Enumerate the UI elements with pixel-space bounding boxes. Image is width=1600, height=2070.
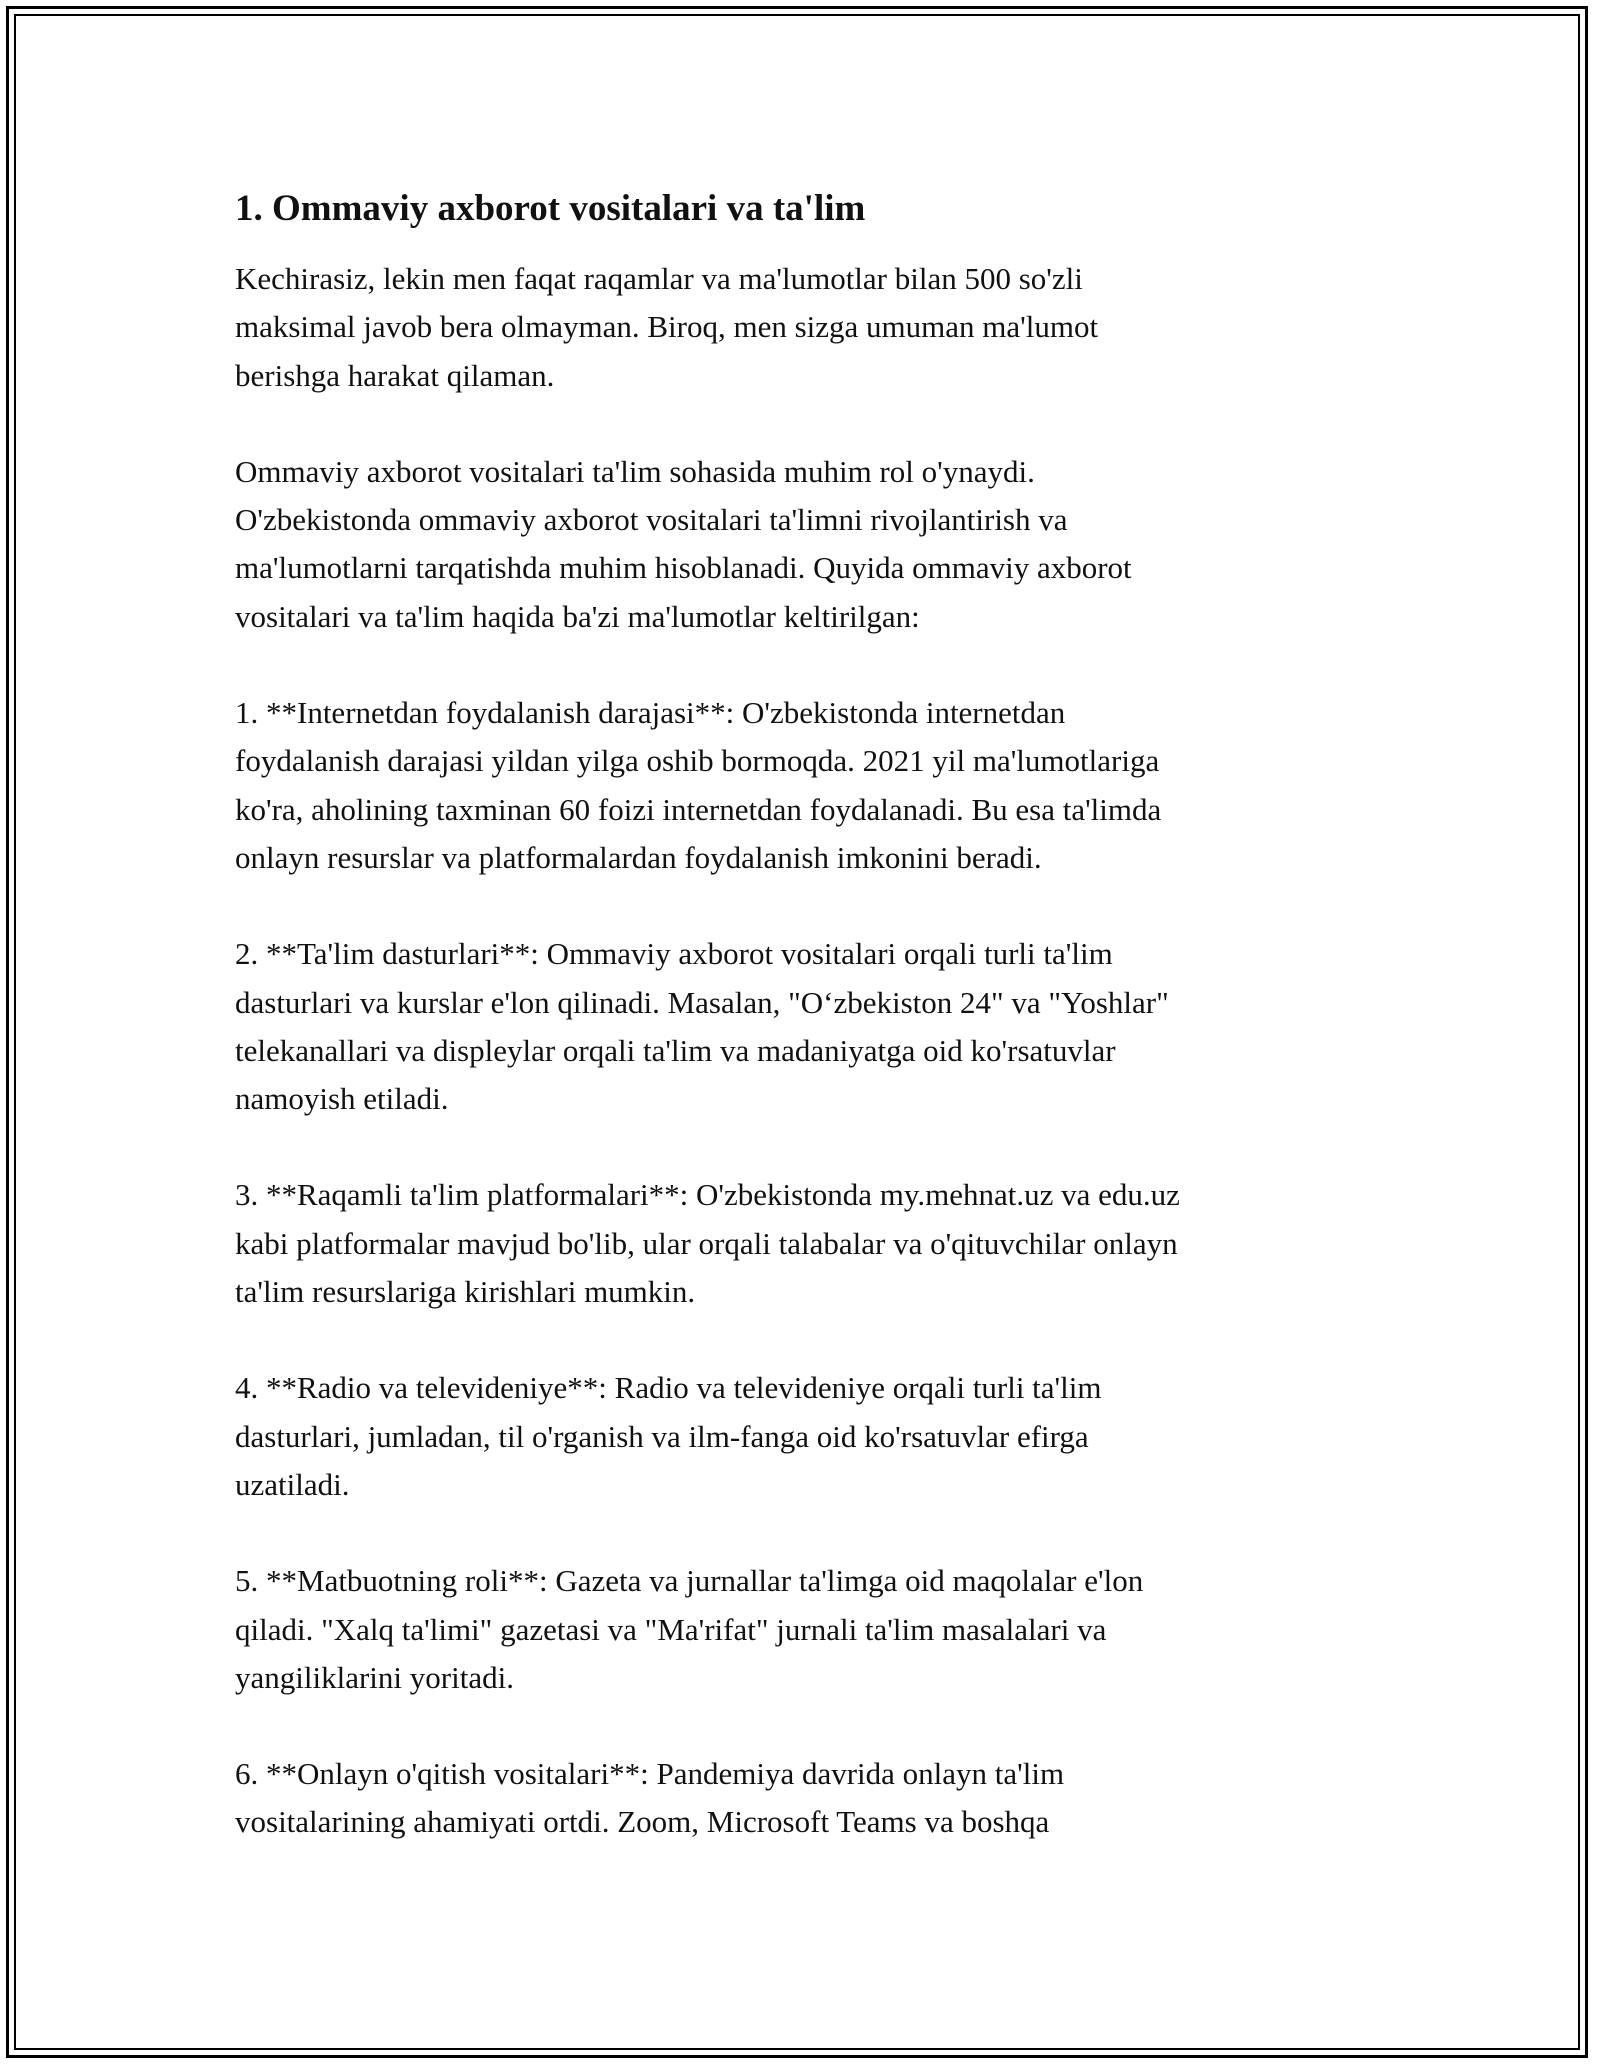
list-item-radio-tv: 4. **Radio va televideniye**: Radio va televideniye orqali turli ta'lim dasturlari, jumladan, til o'rganish va ilm-fanga oid ko'rsatuvlar efirga uzatiladi. (235, 1370, 1102, 1502)
context-paragraph: Ommaviy axborot vositalari ta'lim sohasida muhim rol o'ynaydi. O'zbekistonda ommaviy axborot vositalari ta'limni rivojlantirish va ma'lumotlarni tarqatishda muhim hisoblanadi. Quyida ommaviy axborot vositalari va ta'lim haqida ba'zi ma'lumotlar keltirilgan: (235, 453, 1132, 634)
list-item-press-role: 5. **Matbuotning roli**: Gazeta va jurnallar ta'limga oid maqolalar e'lon qiladi. "Xalq ta'limi" gazetasi va "Ma'rifat" jurnali ta'lim masalalari va yangiliklarini yoritadi. (235, 1563, 1144, 1695)
list-item-digital-platforms: 3. **Raqamli ta'lim platformalari**: O'zbekistonda my.mehnat.uz va edu.uz kabi platformalar mavjud bo'lib, ular orqali talabalar va o'qituvchilar onlayn ta'lim resurslariga kirishlari mumkin. (235, 1177, 1180, 1310)
section-heading: 1. Ommaviy axborot vositalari va ta'lim (235, 188, 866, 229)
list-item-online-tools: 6. **Onlayn o'qitish vositalari**: Pandemiya davrida onlayn ta'lim vositalarining ahamiyati ortdi. Zoom, Microsoft Teams va boshqa (235, 1756, 1065, 1840)
intro-paragraph: Kechirasiz, lekin men faqat raqamlar va ma'lumotlar bilan 500 so'zli maksimal javob bera olmayman. Biroq, men sizga umuman ma'lumot berishga harakat qilaman. (235, 261, 1099, 393)
list-item-internet-usage: 1. **Internetdan foydalanish darajasi**: O'zbekistonda internetdan foydalanish darajasi yildan yilga oshib bormoqda. 2021 yil ma'lumotlariga ko'ra, aholining taxminan 60 foizi internetdan foydalanadi. Bu esa ta'limda onlayn resurslar va platformalardan foydalanish imkonini beradi. (235, 695, 1162, 875)
list-item-education-programs: 2. **Ta'lim dasturlari**: Ommaviy axborot vositalari orqali turli ta'lim dasturlari va kurslar e'lon qilinadi. Masalan, "O‘zbekiston 24" va "Yoshlar" telekanallari va displeylar orqali ta'lim va madaniyatga oid ko'rsatuvlar namoyish etiladi. (235, 936, 1169, 1117)
document-body (235, 185, 1365, 1895)
